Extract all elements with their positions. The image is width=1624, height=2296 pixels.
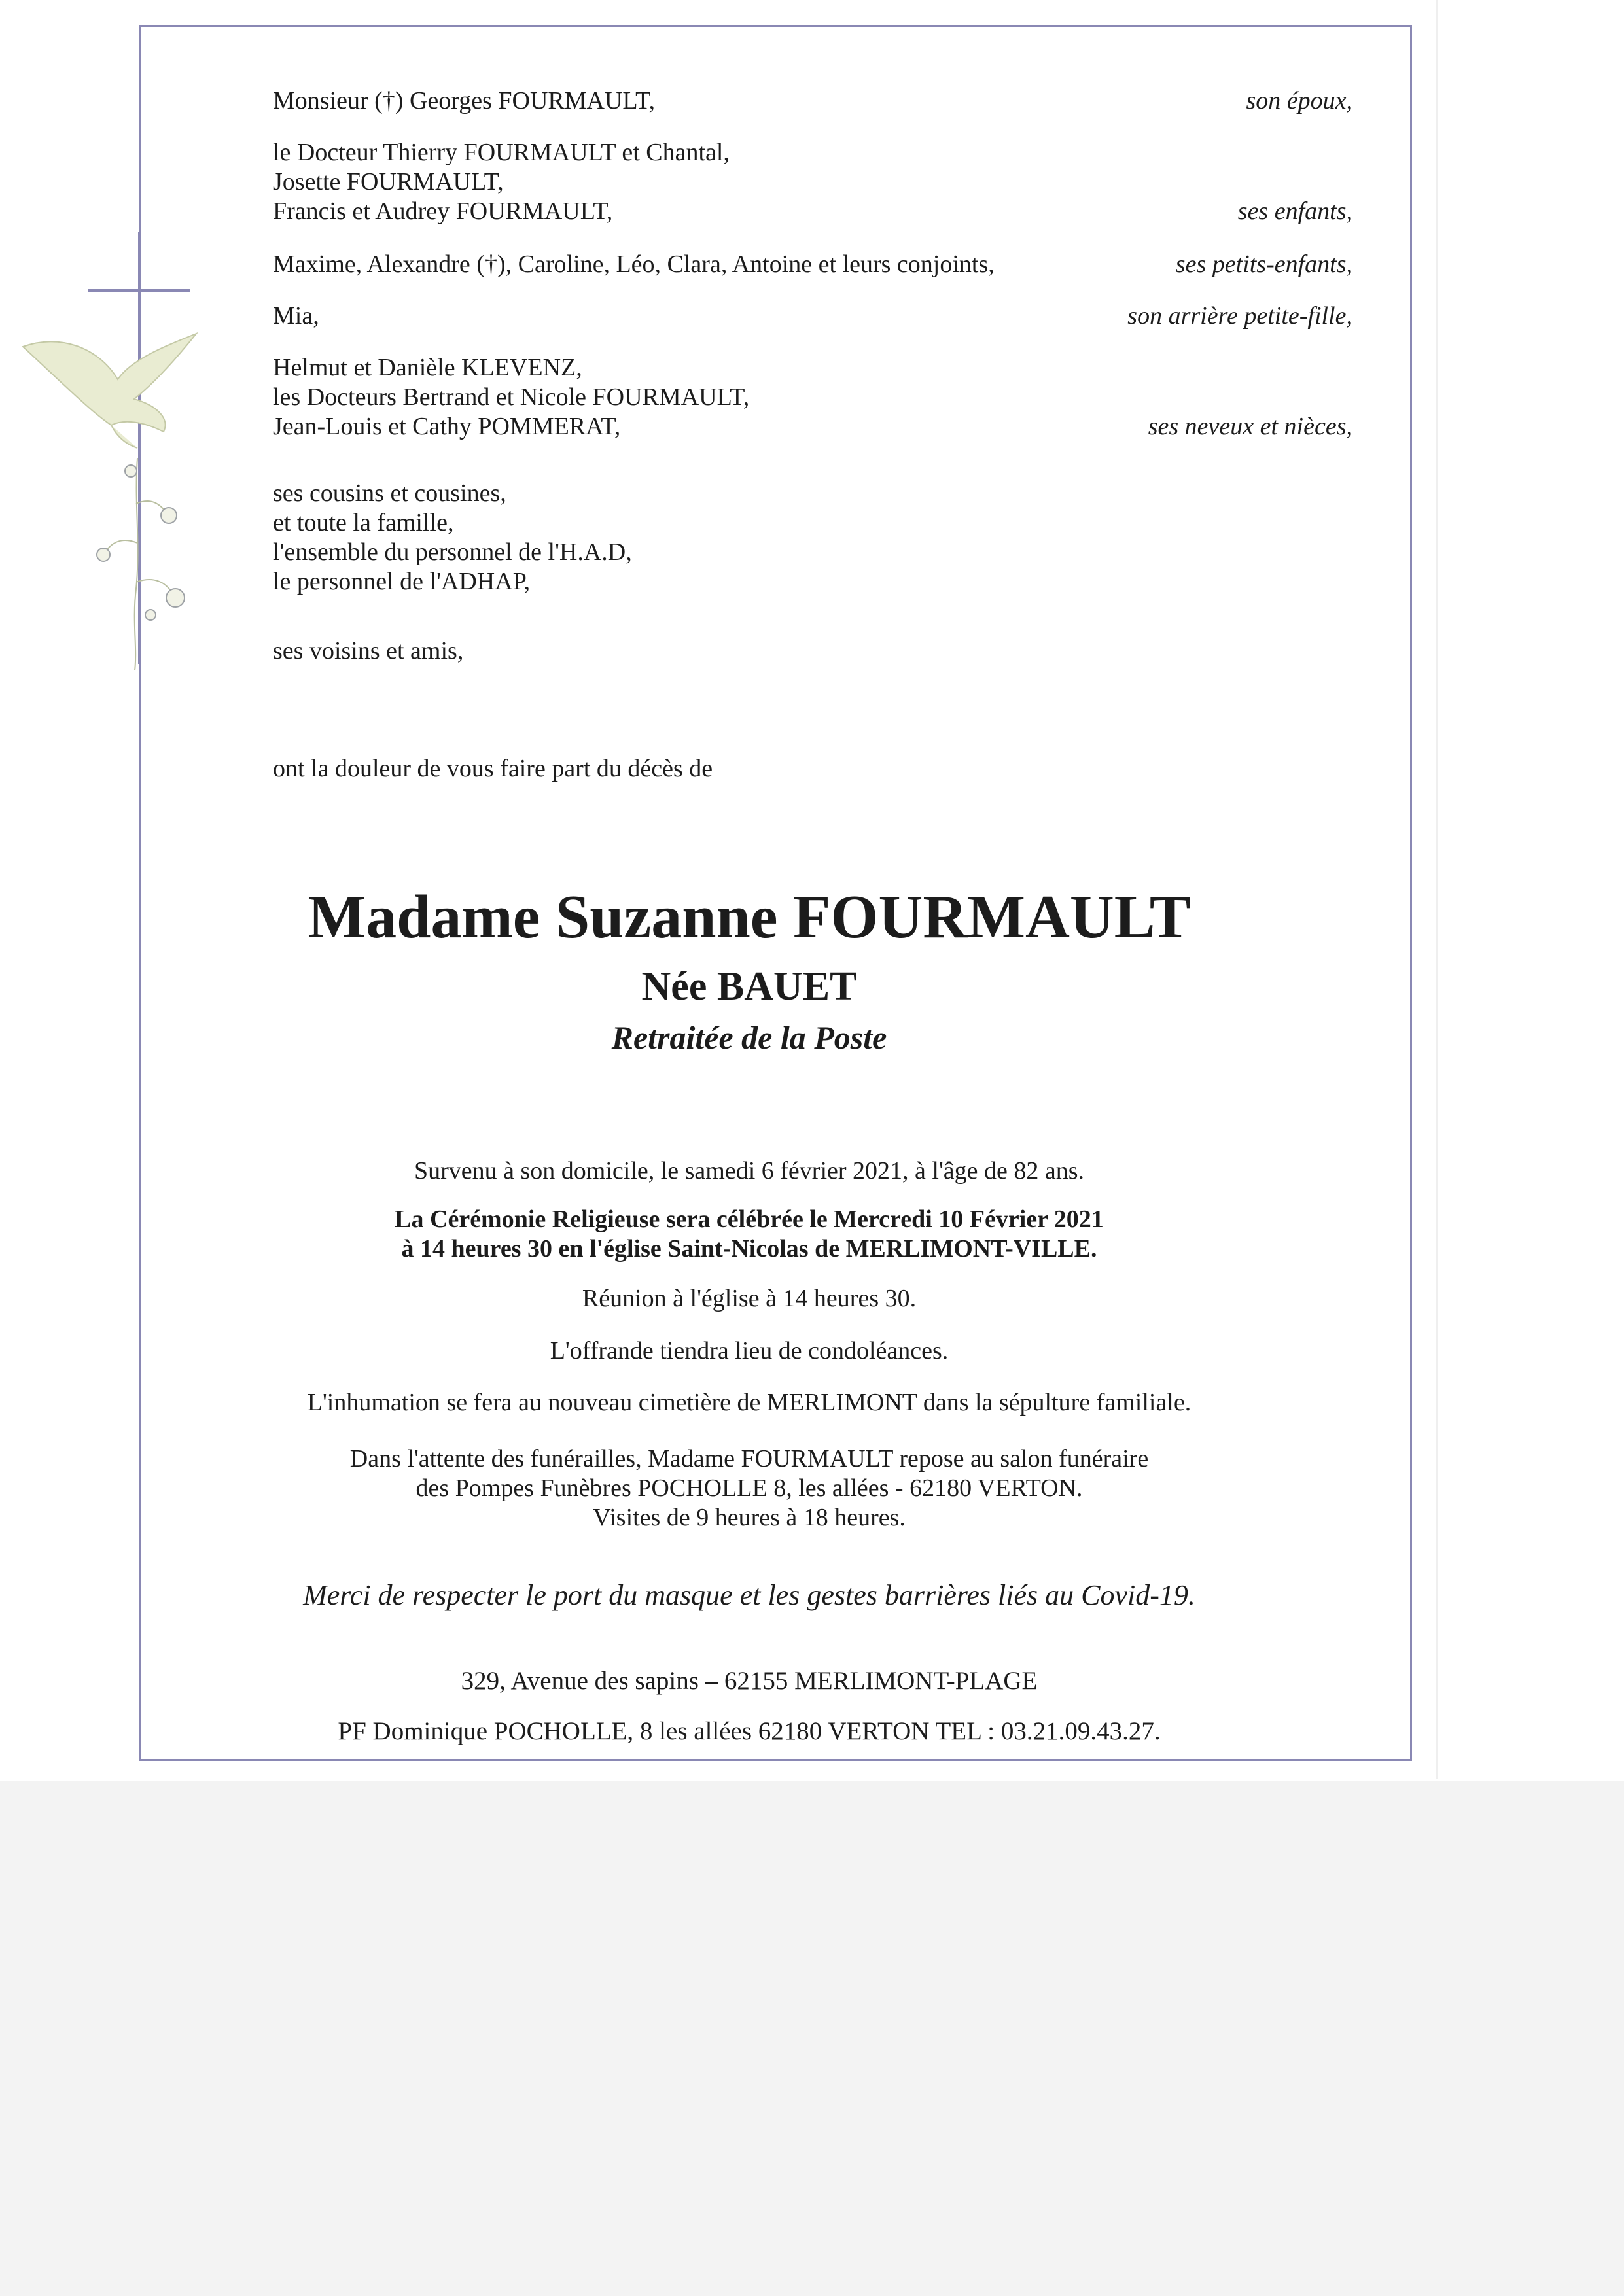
relation-label: ses petits-enfants,: [1175, 251, 1352, 278]
relation-label: son époux,: [1246, 87, 1352, 114]
family-name-line: Francis et Audrey FOURMAULT,: [273, 198, 613, 225]
family-name-line: et toute la famille,: [273, 509, 454, 536]
occupation: Retraitée de la Poste: [611, 1019, 887, 1056]
offering-notice: L'offrande tiendra lieu de condoléances.: [550, 1337, 949, 1365]
family-name-line: Maxime, Alexandre (†), Caroline, Léo, Clara, Antoine et leurs conjoints,: [273, 251, 995, 278]
relation-label: ses neveux et nièces,: [1148, 413, 1352, 440]
family-name-line: Monsieur (†) Georges FOURMAULT,: [273, 87, 656, 114]
burial-notice: L'inhumation se fera au nouveau cimetière de MERLIMONT dans la sépulture familiale.: [307, 1389, 1192, 1416]
death-notice: Survenu à son domicile, le samedi 6 février 2021, à l'âge de 82 ans.: [414, 1157, 1085, 1185]
ceremony-line: La Cérémonie Religieuse sera célébrée le Mercredi 10 Février 2021: [395, 1206, 1104, 1233]
family-names: [273, 138, 730, 226]
footer-address: 329, Avenue des sapins – 62155 MERLIMONT-PLAGE: [461, 1667, 1038, 1695]
family-names: [273, 479, 632, 597]
family-names: [273, 353, 749, 442]
family-name-line: Helmut et Danièle KLEVENZ,: [273, 354, 582, 381]
family-name-line: les Docteurs Bertrand et Nicole FOURMAULT,: [273, 383, 750, 411]
announcement-text: ont la douleur de vous faire part du décès de: [273, 755, 713, 782]
family-names: [273, 250, 995, 279]
ceremony-line: à 14 heures 30 en l'église Saint-Nicolas de MERLIMONT-VILLE.: [401, 1235, 1097, 1262]
family-names: [273, 302, 319, 331]
footer-funeral-home: PF Dominique POCHOLLE, 8 les allées 62180 VERTON TEL : 03.21.09.43.27.: [338, 1717, 1161, 1745]
flower-stem-icon: [105, 458, 173, 670]
relation-label: ses enfants,: [1237, 198, 1352, 225]
birth-name: Née BAUET: [641, 964, 857, 1009]
relation-label: son arrière petite-fille,: [1127, 302, 1352, 330]
family-name-line: Josette FOURMAULT,: [273, 168, 504, 196]
deceased-name: Madame Suzanne FOURMAULT: [308, 883, 1191, 951]
flower-blossom-icon: [97, 465, 185, 620]
covid-notice: Merci de respecter le port du masque et les gestes barrières liés au Covid-19.: [303, 1579, 1195, 1611]
cross-horizontal: [88, 289, 190, 292]
dove-icon: [23, 334, 196, 448]
rest-notice-line: des Pompes Funèbres POCHOLLE 8, les allées - 62180 VERTON.: [415, 1474, 1083, 1502]
family-names: [273, 636, 463, 666]
meeting-notice: Réunion à l'église à 14 heures 30.: [582, 1285, 917, 1312]
rest-notice-line: Dans l'attente des funérailles, Madame FOURMAULT repose au salon funéraire: [349, 1445, 1149, 1472]
family-name-line: Jean-Louis et Cathy POMMERAT,: [273, 413, 621, 440]
family-name-line: Mia,: [273, 302, 319, 330]
dove-flower-illustration: [20, 307, 242, 674]
family-name-line: l'ensemble du personnel de l'H.A.D,: [273, 538, 632, 566]
scan-background: [0, 1781, 1624, 2296]
family-name-line: ses cousins et cousines,: [273, 479, 506, 507]
family-names: [273, 86, 655, 116]
family-name-line: le personnel de l'ADHAP,: [273, 568, 531, 595]
visits-notice: Visites de 9 heures à 18 heures.: [593, 1504, 906, 1531]
family-name-line: ses voisins et amis,: [273, 637, 464, 665]
family-name-line: le Docteur Thierry FOURMAULT et Chantal,: [273, 139, 730, 166]
